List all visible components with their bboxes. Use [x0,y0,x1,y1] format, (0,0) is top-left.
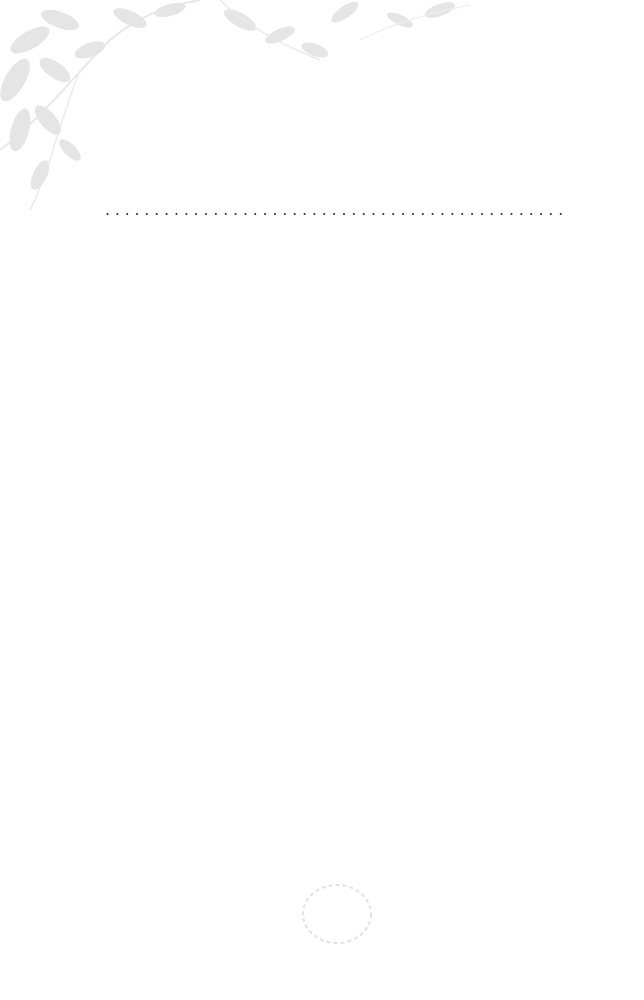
leaf-branch-ornament [0,0,644,220]
toc-section [104,200,568,222]
toc-row-playlist [104,200,568,222]
dot-leader [105,200,567,222]
folio [300,882,374,946]
folio-ornament-icon [300,882,374,946]
